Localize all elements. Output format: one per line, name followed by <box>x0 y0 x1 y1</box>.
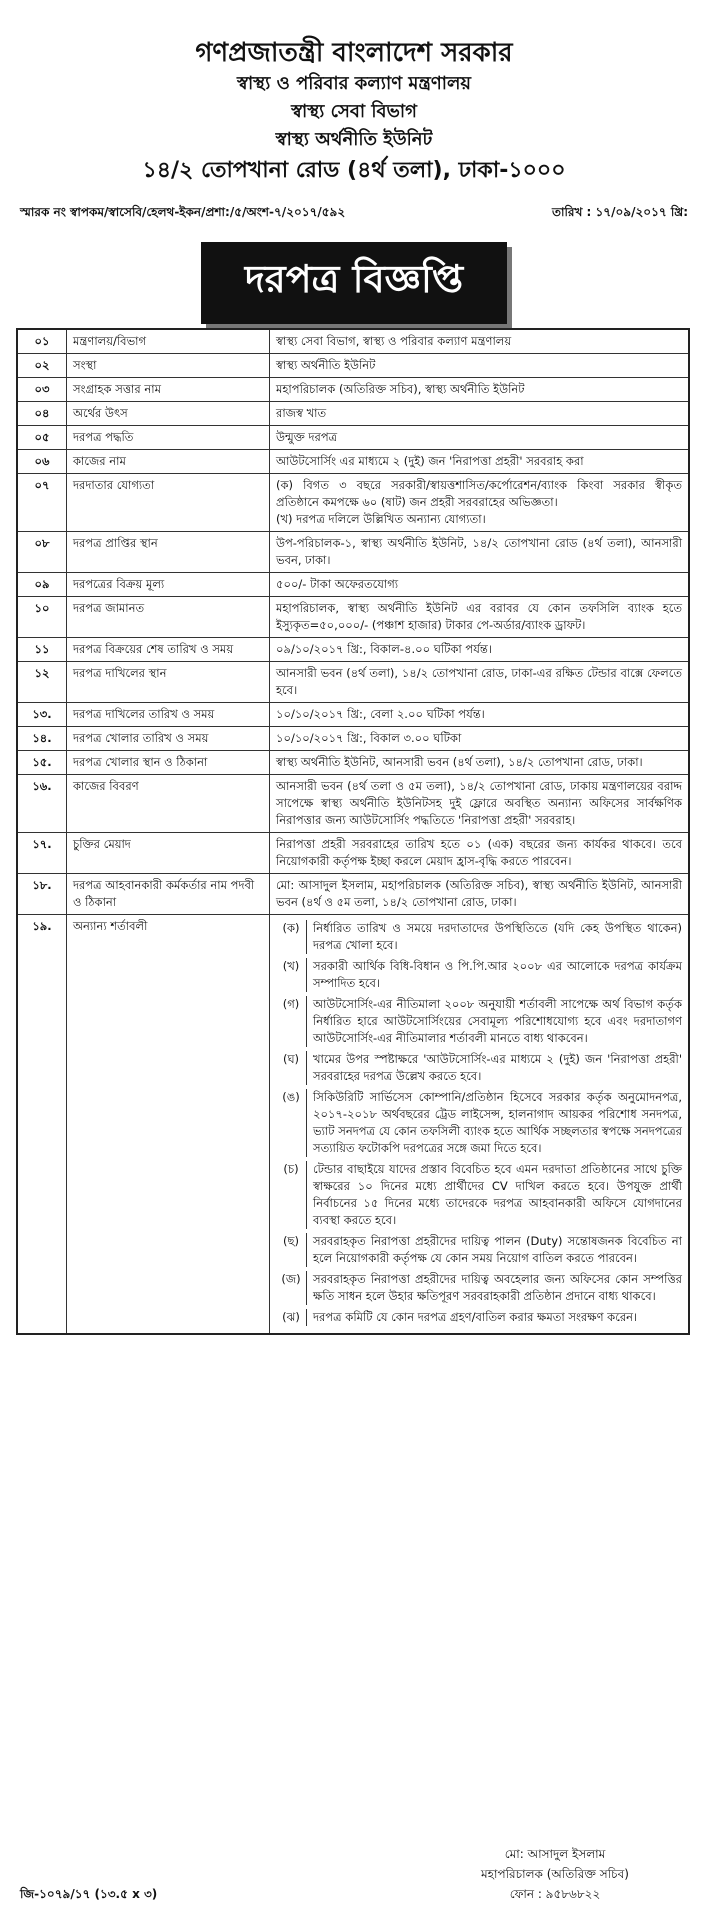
term-marker: (ছ) <box>276 1233 307 1267</box>
row-value: স্বাস্থ্য সেবা বিভাগ, স্বাস্থ্য ও পরিবার কল্যাণ মন্ত্রণালয় <box>270 329 690 354</box>
row-value: (ক) বিগত ৩ বছরে সরকারী/স্বায়ত্তশাসিত/কর্পোরেশন/ব্যাংক কিংবা সরকার স্বীকৃত প্রতিষ্ঠানে কমপক্ষে ৬০ (ষাট) জন প্রহরী সরবরাহের অভিজ্ঞতা। (খ) দরপত্র দলিলে উল্লিখিত অন্যান্য যোগ্যতা। <box>270 474 690 532</box>
terms-list <box>276 920 682 1326</box>
row-value: ০৯/১০/২০১৭ খ্রি:, বিকাল-৪.০০ ঘটিকা পর্যন্ত। <box>270 638 690 662</box>
row-label: দরদাতার যোগ্যতা <box>67 474 270 532</box>
term-item <box>276 996 682 1047</box>
term-marker: (ঝ) <box>276 1309 307 1326</box>
row-number: ১২ <box>17 662 67 703</box>
office-address: ১৪/২ তোপখানা রোড (৪র্থ তলা), ঢাকা-১০০০ <box>142 158 566 183</box>
row-number: ০৩ <box>17 378 67 402</box>
row-value: ৫০০/- টাকা অফেরতযোগ্য <box>270 573 690 597</box>
term-text: দরপত্র কমিটি যে কোন দরপত্র গ্রহণ/বাতিল করার ক্ষমতা সংরক্ষণ করেন। <box>313 1310 638 1324</box>
row-number: ০৫ <box>17 426 67 450</box>
row-number: ০৭ <box>17 474 67 532</box>
row-label: অর্থের উৎস <box>67 402 270 426</box>
table-row <box>17 354 689 378</box>
term-text: সরকারী আর্থিক বিধি-বিধান ও পি.পি.আর ২০০৮ এর আলোকে দরপত্র কার্যক্রম সম্পাদিত হবে। <box>313 959 682 990</box>
term-text: সরবরাহকৃত নিরাপত্তা প্রহরীদের দায়িত্ব পালন (Duty) সন্তোষজনক বিবেচিত না হলে নিয়োগকারী কর্তৃপক্ষ যে কোন সময় নিয়োগ বাতিল করতে পারবেন। <box>313 1234 682 1265</box>
row-label: দরপত্র খোলার স্থান ও ঠিকানা <box>67 751 270 775</box>
term-text: সরবরাহকৃত নিরাপত্তা প্রহরীদের দায়িত্ব অবহেলার জন্য অফিসের কোন সম্পত্তির ক্ষতি সাধন হলে উহার ক্ষতিপূরণ সরবরাহকারী প্রতিষ্ঠান প্রদানে বাধ্য থাকবে। <box>313 1272 682 1303</box>
row-number: ১৯. <box>17 915 67 1335</box>
row-label: দরপত্র বিক্রয়ের শেষ তারিখ ও সময় <box>67 638 270 662</box>
term-marker: (গ) <box>276 996 307 1047</box>
row-value: উন্মুক্ত দরপত্র <box>270 426 690 450</box>
term-marker: (জ) <box>276 1271 307 1305</box>
table-row <box>17 727 689 751</box>
row-number: ১৫. <box>17 751 67 775</box>
table-row <box>17 450 689 474</box>
table-row <box>17 703 689 727</box>
row-number: ০৮ <box>17 532 67 573</box>
row-number: ১১ <box>17 638 67 662</box>
row-number: ০৪ <box>17 402 67 426</box>
row-value: মহাপরিচালক (অতিরিক্ত সচিব), স্বাস্থ্য অর্থনীতি ইউনিট <box>270 378 690 402</box>
term-item <box>276 1309 682 1326</box>
term-marker: (চ) <box>276 1161 307 1229</box>
row-number: ১৭. <box>17 833 67 874</box>
row-number: ০৬ <box>17 450 67 474</box>
table-row <box>17 573 689 597</box>
term-item <box>276 1233 682 1267</box>
row-label: দরপত্র দাখিলের স্থান <box>67 662 270 703</box>
letterhead <box>0 0 708 188</box>
term-marker: (খ) <box>276 958 307 992</box>
row-label: সংস্থা <box>67 354 270 378</box>
ministry-name: স্বাস্থ্য ও পরিবার কল্যাণ মন্ত্রণালয় <box>237 73 471 94</box>
table-row <box>17 532 689 573</box>
table-body <box>17 329 689 1334</box>
title-wrap <box>0 242 708 324</box>
row-value: আনসারী ভবন (৪র্থ তলা), ১৪/২ তোপখানা রোড, ঢাকা-এর রক্ষিত টেন্ডার বাক্সে ফেলতে হবে। <box>270 662 690 703</box>
memo-line <box>0 188 708 224</box>
row-value: উপ-পরিচালক-১, স্বাস্থ্য অর্থনীতি ইউনিট, ১৪/২ তোপখানা রোড (৪র্থ তলা), আনসারী ভবন, ঢাকা। <box>270 532 690 573</box>
row-value: স্বাস্থ্য অর্থনীতি ইউনিট, আনসারী ভবন (৪র্থ তলা), ১৪/২ তোপখানা রোড, ঢাকা। <box>270 751 690 775</box>
row-value: স্বাস্থ্য অর্থনীতি ইউনিট <box>270 354 690 378</box>
table-row <box>17 751 689 775</box>
table-row <box>17 874 689 915</box>
publication-code: জি-১০৭৯/১৭ (১৩.৫ x ৩) <box>20 1887 158 1901</box>
table-row <box>17 474 689 532</box>
row-value: রাজস্ব খাত <box>270 402 690 426</box>
term-text: টেন্ডার বাছাইয়ে যাদের প্রস্তাব বিবেচিত হবে এমন দরদাতা প্রতিষ্ঠানের সাথে চুক্তি স্বাক্ষরের ১০ দিনের মধ্যে প্রার্থীদের CV দাখিল করতে হবে। উপযুক্ত প্রার্থী নির্বাচনের ১৫ দিনের মধ্যে তাদেরকে দরপত্র আহবানকারী অফিসে যোগদানের ব্যবস্থা করতে হবে। <box>313 1162 682 1227</box>
term-marker: (ক) <box>276 920 307 954</box>
row-number: ১৪. <box>17 727 67 751</box>
row-label: দরপত্র জামানত <box>67 597 270 638</box>
memo-date: তারিখ : ১৭/০৯/২০১৭ খ্রি: <box>551 205 688 219</box>
row-label: দরপত্র প্রাপ্তির স্থান <box>67 532 270 573</box>
row-label: অন্যান্য শর্তাবলী <box>67 915 270 1335</box>
table-row <box>17 597 689 638</box>
row-label: দরপত্র দাখিলের তারিখ ও সময় <box>67 703 270 727</box>
row-value: মহাপরিচালক, স্বাস্থ্য অর্থনীতি ইউনিট এর বরাবর যে কোন তফসিলি ব্যাংক হতে ইস্যুকৃত=৫০,০০০/- (পঞ্চাশ হাজার) টাকার পে-অর্ডার/ব্যাংক ড্রাফট। <box>270 597 690 638</box>
row-value: ১০/১০/২০১৭ খ্রি:, বিকাল ৩.০০ ঘটিকা <box>270 727 690 751</box>
table-row <box>17 378 689 402</box>
term-text: সিকিউরিটি সার্ভিসেস কোম্পানি/প্রতিষ্ঠান হিসেবে সরকার কর্তৃক অনুমোদনপত্র, ২০১৭-২০১৮ অর্থবছরের ট্রেড লাইসেন্স, হালনাগাদ আয়কর পরিশোধ সনদপত্র, ভ্যাট সনদপত্র যে কোন তফসিলী ব্যাংক হতে আর্থিক সচ্ছলতার স্বপক্ষে সনদপত্রের সত্যায়িত ফটোকপি দরপত্রের সঙ্গে জমা দিতে হবে। <box>313 1090 682 1155</box>
row-number: ১৬. <box>17 775 67 833</box>
signature-block <box>440 1844 670 1904</box>
row-label: দরপত্র খোলার তারিখ ও সময় <box>67 727 270 751</box>
signatory-name: মো: আসাদুল ইসলাম <box>504 1847 606 1861</box>
term-item <box>276 920 682 954</box>
notice-title: দরপত্র বিজ্ঞপ্তি <box>201 242 507 324</box>
term-marker: (ঘ) <box>276 1051 307 1085</box>
table-row <box>17 833 689 874</box>
terms-list-cell <box>270 915 690 1335</box>
term-text: খামের উপর স্পষ্টাক্ষরে 'আউটসোর্সিং-এর মাধ্যমে ২ (দুই) জন 'নিরাপত্তা প্রহরী' সরবরাহের দরপত্র উল্লেখ করতে হবে। <box>313 1052 682 1083</box>
term-text: নির্ধারিত তারিখ ও সময়ে দরদাতাদের উপস্থিতিতে (যদি কেহ উপস্থিত থাকেন) দরপত্র খোলা হবে। <box>313 921 682 952</box>
row-number: ০১ <box>17 329 67 354</box>
unit-name: স্বাস্থ্য অর্থনীতি ইউনিট <box>275 129 433 150</box>
term-item <box>276 1161 682 1229</box>
table-row <box>17 329 689 354</box>
row-number: ১০ <box>17 597 67 638</box>
term-item <box>276 1051 682 1085</box>
row-label: কাজের বিবরণ <box>67 775 270 833</box>
row-value: মো: আসাদুল ইসলাম, মহাপরিচালক (অতিরিক্ত সচিব), স্বাস্থ্য অর্থনীতি ইউনিট, আনসারী ভবন (৪র্থ ও ৫ম তলা, ১৪/২ তোপখানা রোড, ঢাকা। <box>270 874 690 915</box>
tender-details-table <box>16 328 690 1335</box>
row-label: মন্ত্রণালয়/বিভাগ <box>67 329 270 354</box>
table-row <box>17 775 689 833</box>
row-value: ১০/১০/২০১৭ খ্রি:, বেলা ২.০০ ঘটিকা পর্যন্ত। <box>270 703 690 727</box>
row-label: দরপত্রের বিক্রয় মূল্য <box>67 573 270 597</box>
row-label: সংগ্রাহক সত্তার নাম <box>67 378 270 402</box>
term-item <box>276 1271 682 1305</box>
term-item <box>276 1089 682 1157</box>
term-text: আউটসোর্সিং-এর নীতিমালা ২০০৮ অনুযায়ী শর্তাবলী সাপেক্ষে অর্থ বিভাগ কর্তৃক নির্ধারিত হারে আউটসোর্সিংয়ের সেবামূল্য পরিশোধযোগ্য হবে এবং দরদাতাগণ আউটসোর্সিং-এর নীতিমালার শর্তাবলী মানতে বাধ্য থাকবেন। <box>313 997 682 1045</box>
term-marker: (ঙ) <box>276 1089 307 1157</box>
table-row <box>17 638 689 662</box>
table-row <box>17 426 689 450</box>
row-value: নিরাপত্তা প্রহরী সরবরাহের তারিখ হতে ০১ (এক) বছরের জন্য কার্যকর থাকবে। তবে নিয়োগকারী কর্তৃপক্ষ ইচ্ছা করলে মেয়াদ হ্রাস-বৃদ্ধি করতে পারবেন। <box>270 833 690 874</box>
signatory-designation: মহাপরিচালক (অতিরিক্ত সচিব) <box>481 1867 629 1881</box>
government-name: গণপ্রজাতন্ত্রী বাংলাদেশ সরকার <box>195 38 513 68</box>
division-name: স্বাস্থ্য সেবা বিভাগ <box>291 101 417 122</box>
memo-reference: স্মারক নং স্বাপকম/স্বাসেবি/হেলথ-ইকন/প্রশা:/৫/অংশ-৭/২০১৭/৫৯২ <box>20 205 346 219</box>
row-number: ১৮. <box>17 874 67 915</box>
table-row <box>17 402 689 426</box>
row-number: ১৩. <box>17 703 67 727</box>
row-number: ০৯ <box>17 573 67 597</box>
row-label: চুক্তির মেয়াদ <box>67 833 270 874</box>
term-item <box>276 958 682 992</box>
row-label: দরপত্র পদ্ধতি <box>67 426 270 450</box>
row-number: ০২ <box>17 354 67 378</box>
signatory-phone: ফোন : ৯৫৮৬৮২২ <box>509 1887 601 1901</box>
row-label: কাজের নাম <box>67 450 270 474</box>
table-row-terms <box>17 915 689 1335</box>
row-label: দরপত্র আহবানকারী কর্মকর্তার নাম পদবী ও ঠিকানা <box>67 874 270 915</box>
table-row <box>17 662 689 703</box>
row-value: আনসারী ভবন (৪র্থ তলা ও ৫ম তলা), ১৪/২ তোপখানা রোড, ঢাকায় মন্ত্রণালয়ের বরাদ্দ সাপেক্ষে স্বাস্থ্য অর্থনীতি ইউনিটসহ দুই ফ্লোরে অবস্থিত অন্যান্য অফিসের সার্বক্ষণিক নিরাপত্তার জন্য আউটসোর্সিং পদ্ধতিতে 'নিরাপত্তা প্রহরী' সরবরাহ। <box>270 775 690 833</box>
row-value: আউটসোর্সিং এর মাধ্যমে ২ (দুই) জন 'নিরাপত্তা প্রহরী' সরবরাহ করা <box>270 450 690 474</box>
